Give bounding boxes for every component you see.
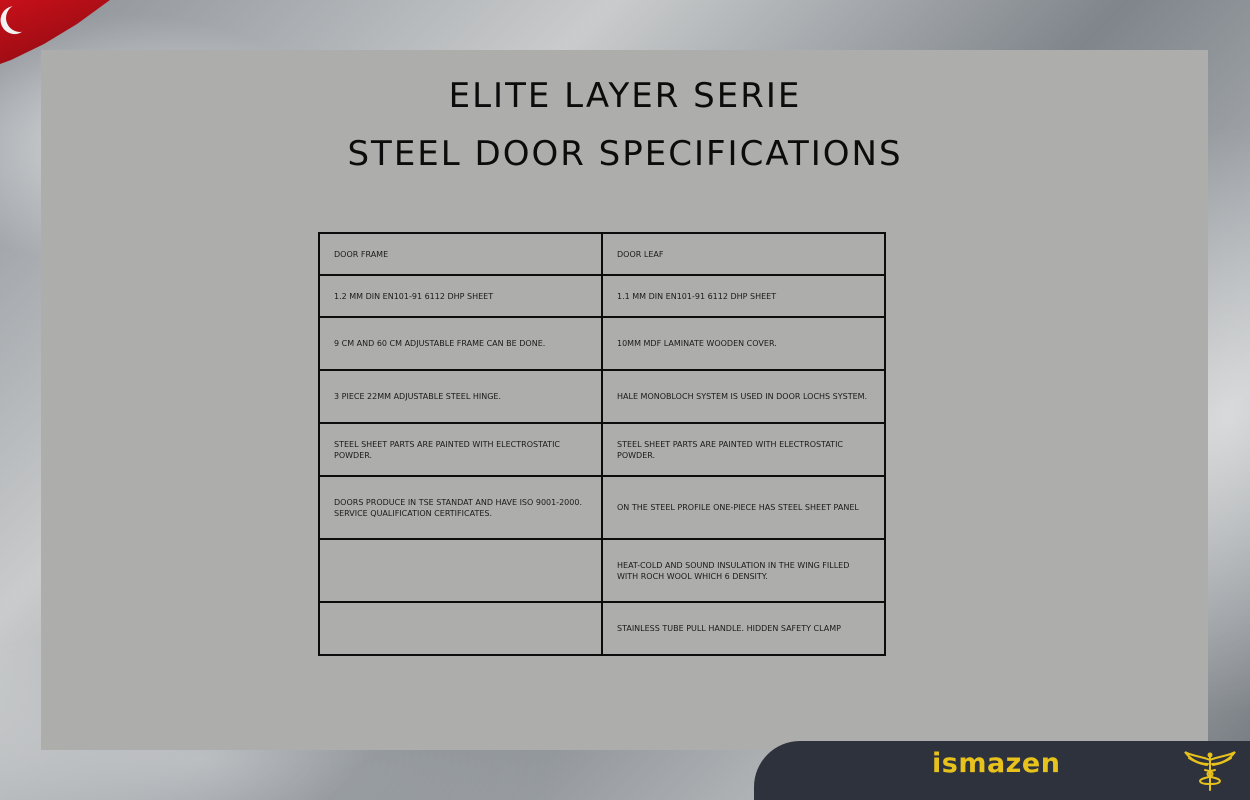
table-cell-leaf: HALE MONOBLOCH SYSTEM IS USED IN DOOR LOCHS SYSTEM. bbox=[602, 370, 885, 423]
table-cell-frame: 9 CM AND 60 CM ADJUSTABLE FRAME CAN BE DONE. bbox=[319, 317, 602, 370]
table-row bbox=[319, 370, 885, 423]
table-row bbox=[319, 539, 885, 602]
table-cell-leaf: 10MM MDF LAMINATE WOODEN COVER. bbox=[602, 317, 885, 370]
table-cell-frame: 3 PIECE 22MM ADJUSTABLE STEEL HINGE. bbox=[319, 370, 602, 423]
table-row bbox=[319, 423, 885, 476]
table-row bbox=[319, 275, 885, 317]
page-title-line-1: ELITE LAYER SERIE bbox=[448, 76, 802, 116]
table-cell-leaf: ON THE STEEL PROFILE ONE-PIECE HAS STEEL SHEET PANEL bbox=[602, 476, 885, 539]
brand-name: ismazen bbox=[932, 748, 1061, 779]
table-cell-frame bbox=[319, 602, 602, 655]
table-cell-leaf: HEAT-COLD AND SOUND INSULATION IN THE WING FILLED WITH ROCH WOOL WHICH 6 DENSITY. bbox=[602, 539, 885, 602]
table-row bbox=[319, 602, 885, 655]
table-cell-frame: DOORS PRODUCE IN TSE STANDAT AND HAVE ISO 9001-2000. SERVICE QUALIFICATION CERTIFICATES. bbox=[319, 476, 602, 539]
table-cell-frame bbox=[319, 539, 602, 602]
winged-caduceus-logo-icon bbox=[1183, 750, 1237, 792]
table-cell-leaf: 1.1 MM DIN EN101-91 6112 DHP SHEET bbox=[602, 275, 885, 317]
page-title-line-2: STEEL DOOR SPECIFICATIONS bbox=[347, 134, 903, 174]
table-cell-frame: DOOR FRAME bbox=[319, 233, 602, 275]
table-row bbox=[319, 233, 885, 275]
table-row bbox=[319, 317, 885, 370]
table-cell-leaf: STEEL SHEET PARTS ARE PAINTED WITH ELECTROSTATIC POWDER. bbox=[602, 423, 885, 476]
table-cell-frame: STEEL SHEET PARTS ARE PAINTED WITH ELECTROSTATIC POWDER. bbox=[319, 423, 602, 476]
table-row bbox=[319, 476, 885, 539]
specifications-table bbox=[318, 232, 886, 656]
crescent-icon bbox=[4, 2, 36, 34]
table-cell-leaf: STAINLESS TUBE PULL HANDLE. HIDDEN SAFETY CLAMP bbox=[602, 602, 885, 655]
table-cell-frame: 1.2 MM DIN EN101-91 6112 DHP SHEET bbox=[319, 275, 602, 317]
table-cell-leaf: DOOR LEAF bbox=[602, 233, 885, 275]
